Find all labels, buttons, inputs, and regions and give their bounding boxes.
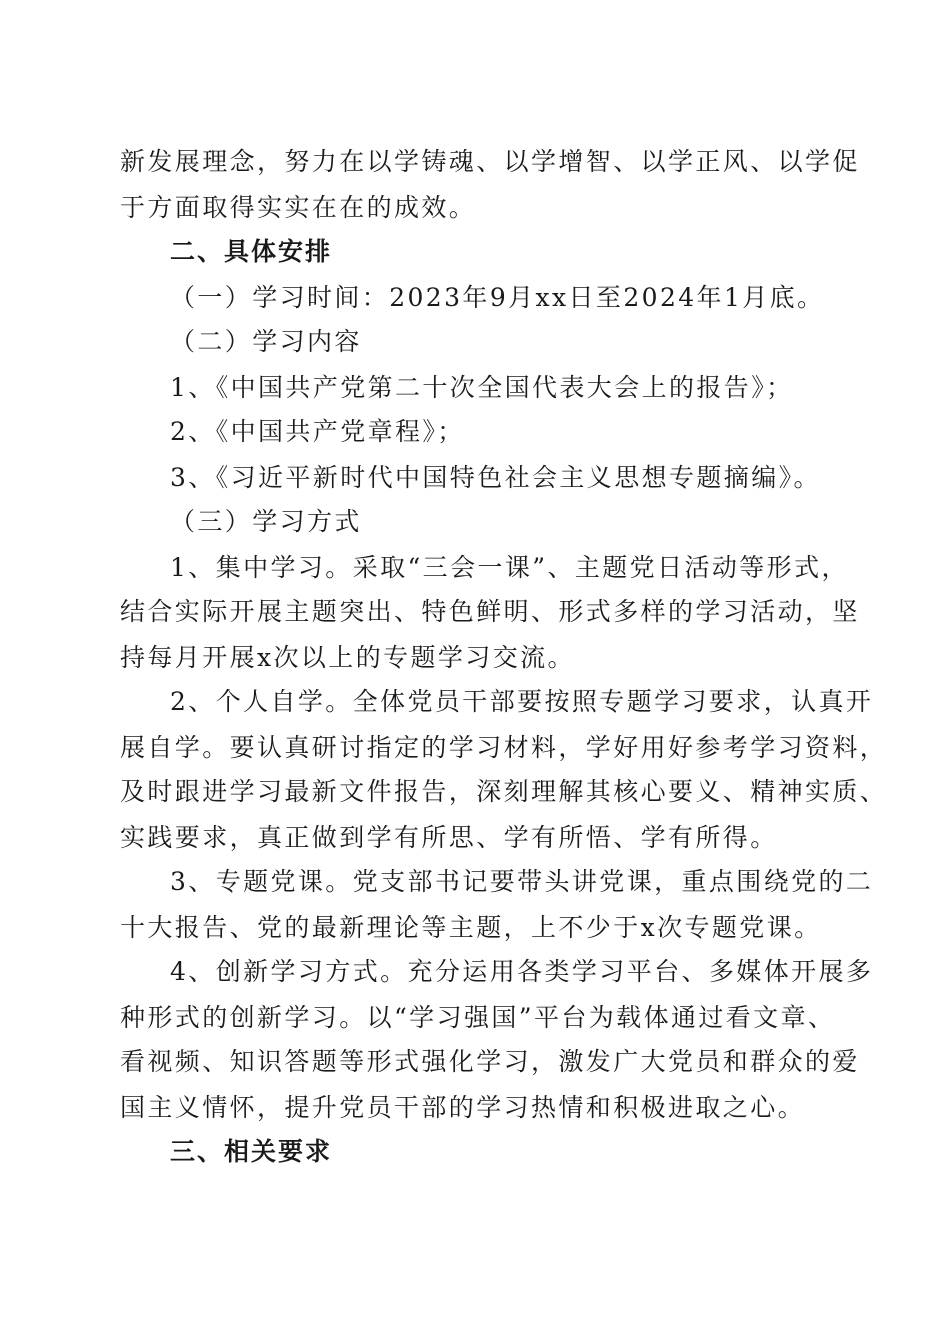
paragraph-line: 新发展理念，努力在以学铸魂、以学增智、以学正风、以学促 [120,147,860,176]
paragraph-line: 持每月开展x次以上的专题学习交流。 [120,643,575,672]
paragraph-line: 种形式的创新学习。以“学习强国”平台为载体通过看文章、 [120,1003,836,1032]
paragraph-line: 看视频、知识答题等形式强化学习，激发广大党员和群众的爱 [120,1047,860,1076]
paragraph-line: 2、个人自学。全体党员干部要按照专题学习要求，认真开 [170,687,874,716]
paragraph-line: 国主义情怀，提升党员干部的学习热情和积极进取之心。 [120,1093,806,1122]
list-item: 1、《中国共产党第二十次全国代表大会上的报告》； [170,373,794,402]
paragraph-line: 实践要求，真正做到学有所思、学有所悟、学有所得。 [120,823,778,852]
subsection-heading: （二）学习内容 [170,327,362,356]
list-item: 2、《中国共产党章程》； [170,417,465,446]
list-item: 3、《习近平新时代中国特色社会主义思想专题摘编》。 [170,463,821,492]
paragraph-line: 及时跟进学习最新文件报告，深刻理解其核心要义、精神实质、 [120,777,888,806]
subsection-heading: （一）学习时间：2023年9月xx日至2024年1月底。 [170,283,825,312]
paragraph-line: 4、创新学习方式。充分运用各类学习平台、多媒体开展多 [170,957,874,986]
paragraph-line: 展自学。要认真研讨指定的学习材料，学好用好参考学习资料， [120,733,888,762]
section-heading: 二、具体安排 [170,237,333,266]
paragraph-line: 十大报告、党的最新理论等主题，上不少于x次专题党课。 [120,913,822,942]
section-heading: 三、相关要求 [170,1137,333,1166]
subsection-heading: （三）学习方式 [170,507,362,536]
paragraph-line: 结合实际开展主题突出、特色鲜明、形式多样的学习活动，坚 [120,597,860,626]
paragraph-line: 于方面取得实实在在的成效。 [120,193,477,222]
paragraph-line: 1、集中学习。采取“三会一课”、主题党日活动等形式， [170,553,849,582]
paragraph-line: 3、专题党课。党支部书记要带头讲党课，重点围绕党的二 [170,867,874,896]
